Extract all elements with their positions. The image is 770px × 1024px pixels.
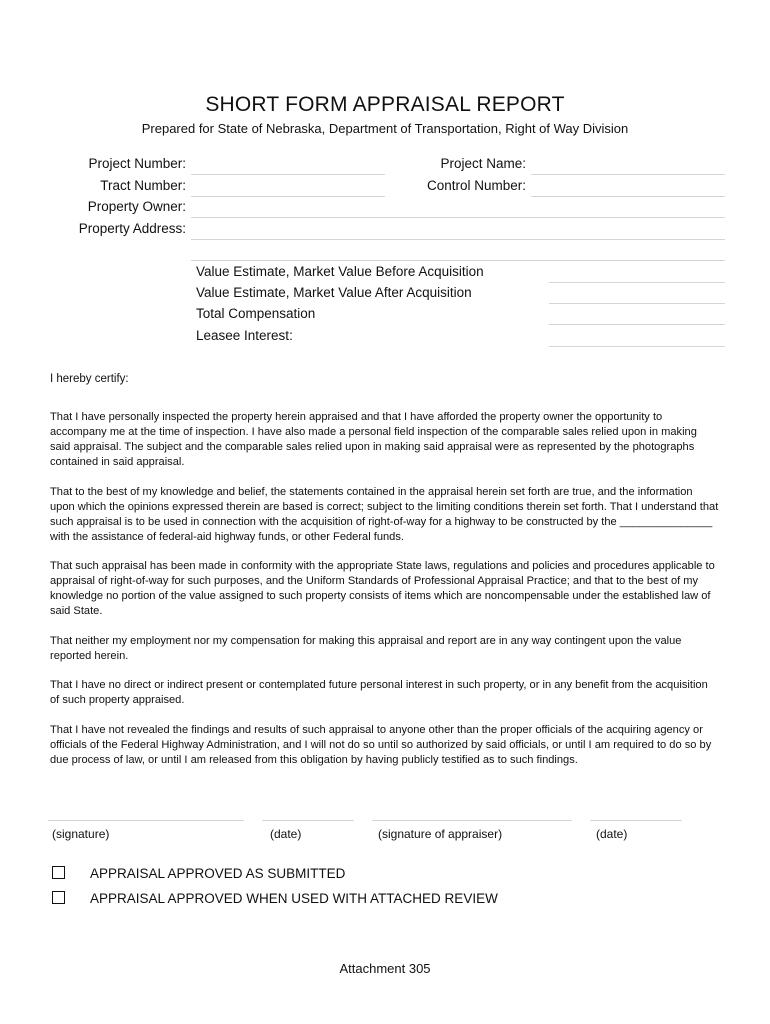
project-name-label: Project Name: — [440, 156, 526, 171]
appraiser-signature-field[interactable] — [372, 818, 572, 821]
certify-intro: I hereby certify: — [50, 373, 129, 385]
appraiser-signature-label: (signature of appraiser) — [378, 827, 503, 841]
property-address-field-line2[interactable] — [191, 244, 725, 261]
value-before-field[interactable] — [549, 266, 725, 283]
value-after-label: Value Estimate, Market Value After Acquisition — [196, 285, 472, 300]
certification-paragraph-5: That I have no direct or indirect present or contemplated future personal interest in such property, or in any benefit from the acquisition of such property appraised. — [50, 679, 708, 706]
leasee-interest-label: Leasee Interest: — [196, 328, 293, 343]
value-after-field[interactable] — [549, 287, 725, 304]
signature-field[interactable] — [48, 818, 244, 821]
tract-number-field[interactable] — [191, 180, 385, 197]
date-label-1: (date) — [270, 827, 302, 841]
date-field-2[interactable] — [590, 818, 682, 821]
approved-with-review-label: APPRAISAL APPROVED WHEN USED WITH ATTACHED REVIEW — [90, 891, 498, 906]
control-number-label: Control Number: — [426, 178, 526, 193]
property-owner-field[interactable] — [191, 201, 725, 218]
project-name-field[interactable] — [531, 158, 725, 175]
project-number-field[interactable] — [191, 158, 385, 175]
signature-label: (signature) — [52, 827, 110, 841]
certification-paragraph-2: That to the best of my knowledge and belief, the statements contained in the appraisal herein set forth are true, and the information upon which the opinions expressed therein are based is correct; subject to the limiting conditions therein set forth. That I understand that such appraisal is to be used in connection with the acquisition of right-of-way for a highway to be constructed by the _______________ with the assistance of federal-aid highway funds, or other Federal funds. — [50, 486, 719, 543]
property-address-field[interactable] — [191, 223, 725, 240]
project-number-label: Project Number: — [88, 156, 186, 171]
certification-paragraph-6: That I have not revealed the findings and results of such appraisal to anyone other than the proper officials of the acquiring agency or officials of the Federal Highway Administration, and I will not do so until so authorized by said officials, or until I am required to do so by due process of law, or until I am released from this obligation by having publicly testified as to such findings. — [50, 724, 712, 766]
total-compensation-field[interactable] — [549, 308, 725, 325]
approved-as-submitted-checkbox[interactable] — [52, 866, 65, 879]
approved-as-submitted-label: APPRAISAL APPROVED AS SUBMITTED — [90, 866, 346, 881]
tract-number-label: Tract Number: — [100, 178, 186, 193]
attachment-footer: Attachment 305 — [339, 961, 431, 976]
leasee-interest-field[interactable] — [549, 330, 725, 347]
value-before-label: Value Estimate, Market Value Before Acquisition — [196, 264, 484, 279]
certification-paragraph-4: That neither my employment nor my compensation for making this appraisal and report are in any way contingent upon the value reported herein. — [50, 635, 682, 662]
date-label-2: (date) — [596, 827, 628, 841]
approved-with-review-checkbox[interactable] — [52, 891, 65, 904]
date-field-1[interactable] — [262, 818, 354, 821]
page-title: SHORT FORM APPRAISAL REPORT — [205, 93, 565, 116]
certification-paragraph-1: That I have personally inspected the property herein appraised and that I have afforded the property owner the opportunity to accompany me at the time of inspection. I have also made a personal field inspection of the comparable sales relied upon in making said appraisal. The subject and the comparable sales relied upon in making said appraisal were as represented by the photographs contained in said appraisal. — [50, 411, 697, 468]
total-compensation-label: Total Compensation — [196, 306, 316, 321]
control-number-field[interactable] — [531, 180, 725, 197]
certification-paragraph-3: That such appraisal has been made in conformity with the appropriate State laws, regulations and policies and procedures applicable to appraisal of right-of-way for such purposes, and the Uniform Standards of Professional Appraisal Practice; and that to the best of my knowledge no portion of the value assigned to such property consists of items which are noncompensable under the established law of said State. — [50, 560, 715, 617]
property-address-label: Property Address: — [78, 221, 186, 236]
property-owner-label: Property Owner: — [87, 199, 186, 214]
page-subtitle: Prepared for State of Nebraska, Department of Transportation, Right of Way Division — [141, 121, 629, 136]
